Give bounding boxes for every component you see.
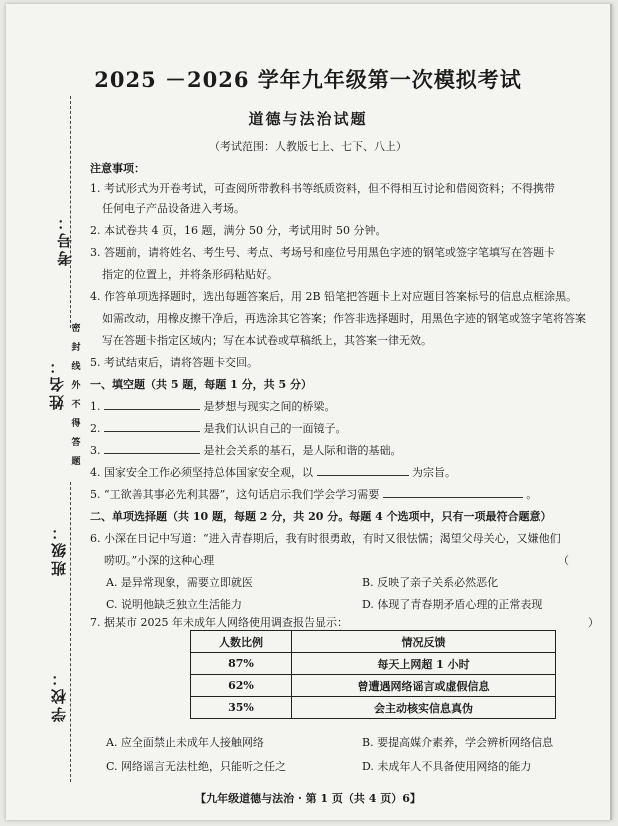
table-cell: 曾遭遇网络谣言或虚假信息 (292, 675, 556, 697)
note-line: 指定的位置上，并将条形码粘贴好。 (102, 268, 278, 281)
survey-table (190, 630, 556, 719)
seal-char: 题 (71, 457, 81, 467)
table-cell: 87% (191, 653, 292, 675)
question-number: 2. (90, 422, 101, 435)
option-d[interactable]: D. 未成年人不具备使用网络的能力 (362, 760, 532, 773)
question-4 (90, 464, 456, 480)
option-b[interactable]: B. 反映了亲子关系必然恶化 (362, 576, 499, 589)
question-text: 4. 国家安全工作必须坚持总体国家安全观，以 (90, 466, 313, 479)
option-c[interactable]: C. 说明他缺乏独立生活能力 (106, 598, 243, 611)
table-cell: 35% (191, 697, 292, 719)
answer-blank[interactable] (104, 431, 200, 432)
section2-heading: 二、单项选择题（共 10 题，每题 2 分，共 20 分。每题 4 个选项中，只有一项最符合题意） (90, 510, 552, 523)
question-number: 3. (90, 444, 101, 457)
subject-title: 道德与法治试题 (248, 110, 368, 128)
answer-bracket: （ (558, 554, 569, 567)
page-footer: 【九年级道德与法治 · 第 1 页（共 4 页）6】 (195, 792, 421, 805)
notes-heading: 注意事项： (90, 162, 145, 175)
note-line: 2. 本试卷共 4 页，16 题，满分 50 分，考试用时 50 分钟。 (90, 224, 387, 237)
question-text: 是梦想与现实之间的桥梁。 (203, 400, 336, 413)
question-5 (90, 486, 537, 502)
question-text: 是社会关系的基石，是人际和谐的基础。 (203, 444, 402, 457)
answer-blank[interactable] (383, 497, 523, 498)
table-header-row (191, 631, 556, 653)
answer-blank[interactable] (104, 409, 200, 410)
seal-char: 密 (71, 324, 81, 334)
question-text: 5. “工欲善其事必先利其器”，这句话启示我们学会学习需要 (90, 488, 380, 501)
question-6-line2: 唠叨。”小深的这种心理 (104, 554, 215, 567)
table-cell: 62% (191, 675, 292, 697)
question-6-line1: 6. 小深在日记中写道：“进入青春期后，我有时很勇敢，有时又很怯懦；渴望父母关心，又嫌他们 (90, 532, 561, 545)
option-d[interactable]: D. 体现了青春期矛盾心理的正常表现 (362, 598, 543, 611)
note-line: 3. 答题前，请将姓名、考生号、考点、考场号和座位号用黑色字迹的钢笔或签字笔填写在答题卡 (90, 246, 555, 259)
note-line: 写在答题卡指定区域内；写在本试卷或草稿纸上，其答案一律无效。 (102, 334, 432, 347)
exam-scope: （考试范围：人教版七上、七下、八上） (209, 140, 407, 153)
seal-char: 不 (71, 400, 81, 410)
note-line: 5. 考试结束后，请将答题卡交回。 (90, 356, 258, 369)
class-label: 班级： (50, 522, 68, 576)
seal-char: 得 (71, 419, 81, 429)
question-text-end: 为宗旨。 (412, 466, 456, 479)
seal-char: 外 (71, 381, 81, 391)
student-name-label: 姓名： (48, 356, 66, 410)
table-header: 情况反馈 (292, 631, 556, 653)
school-label: 学校： (50, 668, 68, 722)
question-3 (90, 442, 402, 458)
note-line: 任何电子产品设备进入考场。 (102, 202, 245, 215)
exam-page (6, 4, 612, 820)
question-2 (90, 420, 347, 436)
question-1 (90, 398, 336, 414)
question-7: 7. 据某市 2025 年未成年人网络使用调查报告显示： (90, 616, 348, 629)
note-line: 如需改动，用橡皮擦干净后，再选涂其它答案；作答非选择题时，用黑色字迹的钢笔或签字笔将答案 (102, 312, 586, 325)
section1-heading: 一、填空题（共 5 题，每题 1 分，共 5 分） (90, 378, 312, 391)
exam-number-label: 考号： (56, 212, 74, 266)
question-number: 1. (90, 400, 101, 413)
table-header: 人数比例 (191, 631, 292, 653)
option-c[interactable]: C. 网络谣言无法杜绝，只能听之任之 (106, 760, 287, 773)
table-cell: 每天上网超 1 小时 (292, 653, 556, 675)
seal-line-notice (69, 320, 83, 472)
answer-blank[interactable] (317, 475, 409, 476)
table-cell: 会主动核实信息真伪 (292, 697, 556, 719)
exam-title: 2025 －2026 学年九年级第一次模拟考试 (94, 67, 522, 92)
answer-bracket: ） (588, 616, 599, 629)
seal-char: 封 (71, 343, 81, 353)
option-a[interactable]: A. 应全面禁止未成年人接触网络 (106, 736, 264, 749)
option-a[interactable]: A. 是异常现象，需要立即就医 (106, 576, 253, 589)
binding-dashed-line-left-lower (70, 482, 71, 782)
note-line: 1. 考试形式为开卷考试，可查阅所带教科书等纸质资料，但不得相互讨论和借阅资料；不得携带 (90, 182, 555, 195)
table-row (191, 675, 556, 697)
answer-blank[interactable] (104, 453, 200, 454)
table-row (191, 653, 556, 675)
seal-char: 答 (71, 438, 81, 448)
question-text-end: 。 (526, 488, 538, 501)
table-row (191, 697, 556, 719)
question-text: 是我们认识自己的一面镜子。 (203, 422, 347, 435)
option-b[interactable]: B. 要提高媒介素养，学会辨析网络信息 (362, 736, 554, 749)
note-line: 4. 作答单项选择题时，选出每题答案后，用 2B 铅笔把答题卡上对应题目答案标号的信息点框涂黑。 (90, 290, 578, 303)
seal-char: 线 (71, 362, 81, 372)
